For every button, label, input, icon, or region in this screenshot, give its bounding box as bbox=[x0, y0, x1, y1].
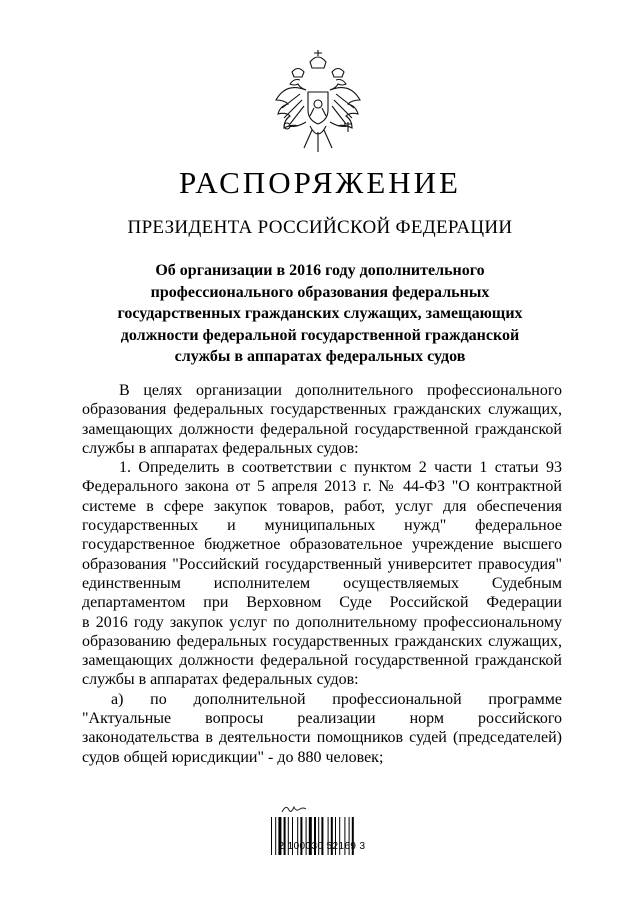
body-line: образования федеральных государственных гражданских служащих, bbox=[82, 401, 562, 419]
body-line: образованию федеральных государственных гражданских служащих, bbox=[82, 632, 562, 650]
body-line: замещающих должности федеральной государственной гражданской bbox=[82, 652, 562, 670]
document-title: РАСПОРЯЖЕНИЕ bbox=[179, 165, 461, 200]
heading-line: службы в аппаратах федеральных судов bbox=[174, 348, 466, 365]
heading-line: должности федеральной государственной гражданской bbox=[120, 326, 520, 344]
heading-line: Об организации в 2016 году дополнительного bbox=[155, 262, 485, 279]
heading-line: государственных гражданских служащих, замещающих bbox=[117, 305, 523, 322]
body-line: службы в аппаратах федеральных судов: bbox=[82, 439, 359, 457]
body-line: государственных и муниципальных нужд" федеральное bbox=[82, 517, 562, 535]
body-line: судов общей юрисдикции" - до 880 человек; bbox=[82, 748, 384, 766]
body-line: системе в сфере закупок товаров, работ, услуг для обеспечения bbox=[82, 497, 562, 515]
body-line: законодательства в деятельности помощников судей (председателей) bbox=[82, 729, 562, 747]
body-line: службы в аппаратах федеральных судов: bbox=[82, 671, 359, 689]
document-body bbox=[82, 381, 562, 767]
document-subtitle: ПРЕЗИДЕНТА РОССИЙСКОЙ ФЕДЕРАЦИИ bbox=[127, 217, 513, 238]
body-line: департаментом при Верховном Суде Российской Федерации bbox=[82, 594, 562, 612]
state-emblem bbox=[270, 50, 366, 156]
body-line: замещающих должности федеральной государственной гражданской bbox=[82, 420, 562, 438]
body-line: единственным исполнителем осуществляемых Судебным bbox=[82, 574, 562, 592]
heading-line: профессионального образования федеральных bbox=[150, 283, 490, 301]
body-line: "Актуальные вопросы реализации норм российского bbox=[82, 710, 562, 728]
initials-signature bbox=[279, 803, 309, 815]
body-line: государственное бюджетное образовательное учреждение высшего bbox=[82, 536, 562, 554]
body-line: Федерального закона от 5 апреля 2013 г. № 44-ФЗ "О контрактной bbox=[82, 478, 562, 496]
body-line: 1. Определить в соответствии с пунктом 2 части 1 статьи 93 bbox=[119, 459, 562, 477]
barcode-number: 2 100030 52169 3 bbox=[278, 841, 366, 852]
body-line: образования "Российский государственный университет правосудия" bbox=[82, 555, 562, 573]
document-heading bbox=[110, 260, 530, 368]
body-line: в 2016 году закупок услуг по дополнительному профессиональному bbox=[82, 613, 562, 631]
body-line: а) по дополнительной профессиональной программе bbox=[111, 690, 562, 708]
body-line: В целях организации дополнительного профессионального bbox=[119, 382, 562, 399]
